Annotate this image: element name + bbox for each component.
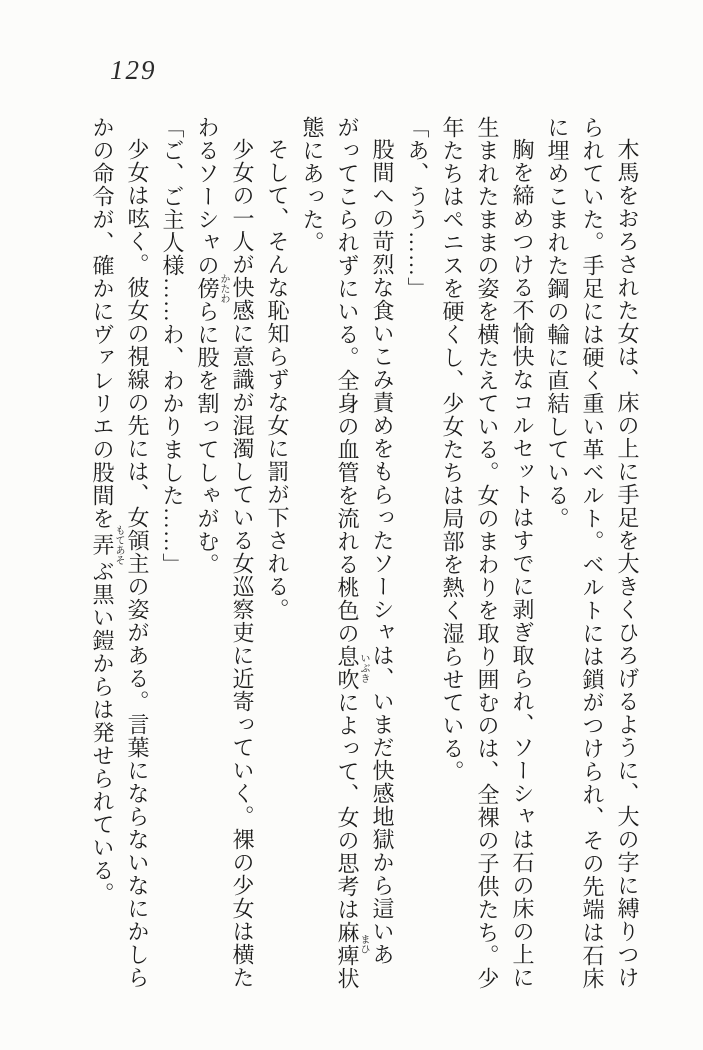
paragraph: そして、そんな恥知らずな女に罰が下される。 [265, 138, 290, 621]
paragraph: 「あ、うう……」 [405, 116, 430, 300]
ruby-annotated-word: 麻痺まひ [335, 921, 369, 967]
page-number: 129 [110, 55, 157, 85]
paragraph: 胸を締めつける不愉快なコルセットはすでに剥ぎ取られ、ソーシャは石の床の上に生まれたままの姿を横たえている。女のまわりを取り囲むのは、全裸の子供たち。少年たちはペニスを硬くし、少女たちは局部を熱く湿らせている。 [440, 116, 535, 990]
ruby-annotated-word: 息吹いぶき [335, 645, 369, 691]
paragraph: 少女は呟く。彼女の視線の先には、女領主の姿がある。言葉にならないなにかしらかの命令が、確かにヴァレリエの股間を弄もてあそぶ黒い鎧からは発せられている。 [90, 116, 150, 989]
paragraph: 木馬をおろされた女は、床の上に手足を大きくひろげるように、大の字に縛りつけられていた。手足には硬く重い革ベルト。ベルトには鎖がつけられ、その先端は石床に埋めこまれた鋼の輪に直結している。 [545, 116, 640, 990]
ruby-annotated-word: 傍かたわ [195, 273, 229, 304]
page-text [85, 116, 645, 992]
paragraph: 「ご、ご主人様……わ、わかりました……」 [160, 116, 185, 576]
paragraph: 股間への苛烈な食いこみ責めをもらったソーシャは、いまだ快感地獄から這いあがってこられずにいる。全身の血管を流れる桃色の息吹いぶきによって、女の思考は麻痺まひ状態にあった。 [300, 116, 395, 990]
ruby-annotated-word: 弄もてあそ [90, 525, 124, 565]
paragraph: 少女の一人が快感に意識が混濁している女巡察吏に近寄っていく。裸の少女は横たわるソーシャの傍かたわらに股を割ってしゃがむ。 [195, 116, 255, 989]
